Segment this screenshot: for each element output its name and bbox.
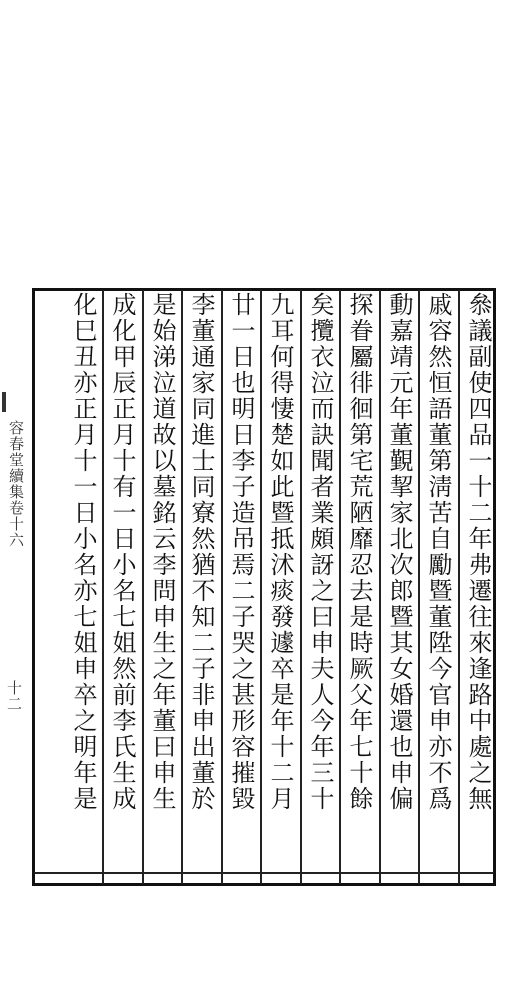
text-column-8: 李董通家同進士同寮然猶不知二子非申出董於 [187,292,215,812]
column-rule [260,290,262,884]
column-rule [339,290,341,884]
text-column-7: 廿一日也明日李子造吊焉二子哭之甚形容摧毀 [227,292,255,812]
page-number: 十二 [5,680,23,712]
column-rule [142,290,144,884]
bottom-rule [34,872,494,874]
text-column-4: 探眷屬徘徊第宅荒陋靡忍去是時厥父年七十餘 [345,292,373,812]
column-rule [221,290,223,884]
column-rule [458,290,460,884]
text-column-9: 是始涕泣道故以墓銘云李問申生之年董曰申生 [148,292,176,812]
text-column-11: 化巳丑亦正月十一日小名亦七姐申卒之明年是 [69,292,97,812]
text-column-5: 矣攬衣泣而訣聞者業頗訝之曰申夫人今年三十 [306,292,334,812]
column-rule [379,290,381,884]
page-margin [4,300,32,870]
text-column-3: 動嘉靖元年董覲挈家北次郎暨其女婚還也申偏 [385,292,413,812]
column-rule [181,290,183,884]
fish-tail-mark [2,392,6,412]
text-column-10: 成化甲辰正月十有一日小名七姐然前李氏生成 [108,292,136,812]
column-rule [102,290,104,884]
column-rule [300,290,302,884]
text-column-6: 九耳何得悽楚如此暨抵沭痰發遽卒是年十二月 [266,292,294,812]
text-column-2: 戚容然恒語董第淸苦自勵暨董陞今官申亦不爲 [424,292,452,812]
text-column-1: 叅議副使四品一十二年弗遷往來逢路中處之無 [464,292,492,812]
running-title: 容春堂續集卷十六 [7,420,25,548]
column-rule [418,290,420,884]
